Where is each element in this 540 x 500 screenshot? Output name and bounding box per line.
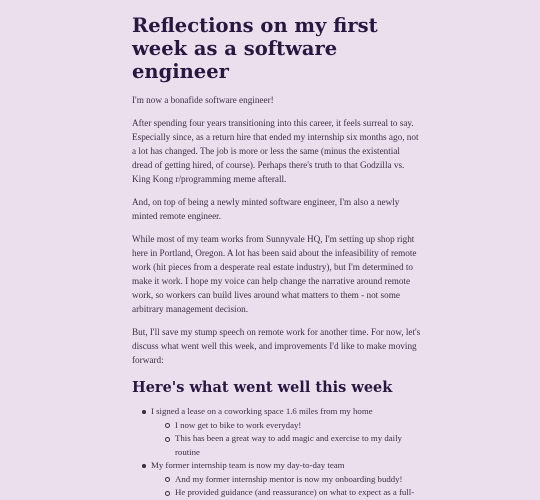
paragraph-intro: I'm now a bonafide software engineer!	[132, 95, 274, 105]
sub-list-item-text: And my former internship mentor is now my onboarding buddy!	[175, 473, 403, 484]
list-item-text: I signed a lease on a coworking space 1.6 miles from my home	[151, 406, 373, 416]
paragraph-remote: And, on top of being a newly minted software engineer, I'm also a newly minted remote engineer.	[132, 197, 400, 221]
circle-bullet-icon	[165, 477, 170, 482]
list-item	[142, 405, 422, 459]
bullet-icon	[142, 410, 146, 414]
sub-list-item-text: I now get to bike to work everyday!	[175, 419, 302, 430]
page-title: Reflections on my first week as a software engineer	[132, 14, 378, 83]
article	[132, 14, 422, 500]
went-well-list	[132, 405, 422, 500]
paragraph-stump-speech: But, I'll save my stump speech on remote work for another time. For now, let's discuss what went well this week, and improvements I'd like to make moving forward:	[132, 327, 421, 365]
sub-list	[151, 419, 422, 460]
paragraph-transition: After spending four years transitioning into this career, it feels surreal to say. Especially since, as a return hire that ended my internship six months ago, not a lot has changed. The job is more or less the same (minus the existential dread of getting hired, of course). Perhaps there's truth to that Godzilla vs. King Kong r/programming meme afterall.	[132, 118, 419, 184]
list-item	[142, 459, 422, 500]
bullet-icon	[142, 464, 146, 468]
circle-bullet-icon	[165, 437, 170, 442]
sub-list-item-text: He provided guidance (and reassurance) on what to expect as a full-	[175, 487, 415, 497]
sub-list-item	[165, 432, 422, 459]
circle-bullet-icon	[165, 491, 170, 496]
sub-list-item	[165, 486, 422, 500]
list-item-text: My former internship team is now my day-to-day team	[151, 460, 345, 470]
sub-list	[151, 473, 422, 500]
sub-list-item	[165, 419, 422, 433]
sub-list-item	[165, 473, 422, 487]
section-heading: Here's what went well this week	[132, 379, 393, 396]
paragraph-portland: While most of my team works from Sunnyvale HQ, I'm setting up shop right here in Portland, Oregon. A lot has been said about the infeasibility of remote work (hit pieces from a desperate real estate industry), but I'm determined to make it work. I hope my voice can help change the narrative around remote work, so workers can build lives around what matters to them - not some arbitrary management decision.	[132, 234, 417, 314]
circle-bullet-icon	[165, 423, 170, 428]
sub-list-item-text: This has been a great way to add magic and exercise to my daily routine	[175, 433, 402, 457]
